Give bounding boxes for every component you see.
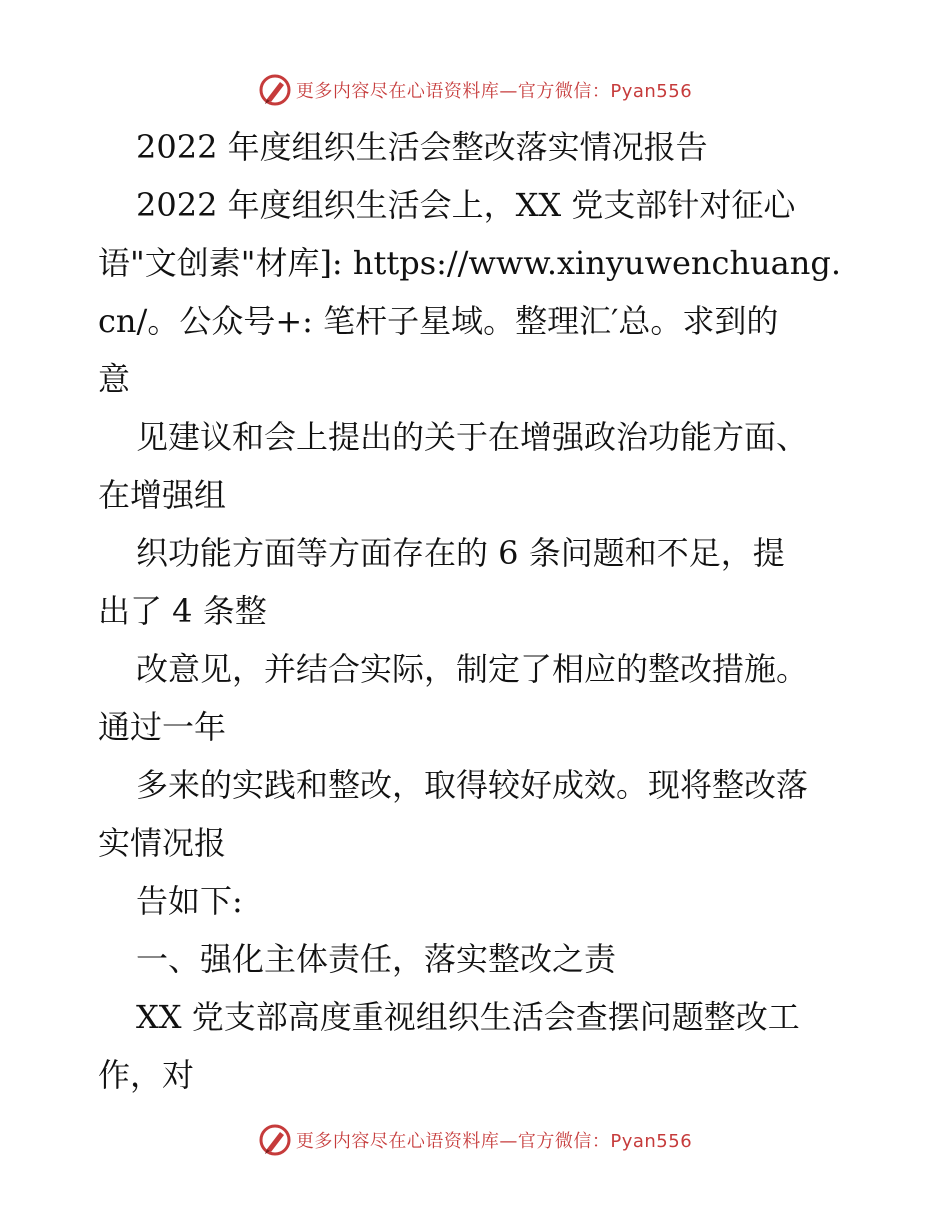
text-line: 见建议和会上提出的关于在增强政治功能方面、 bbox=[136, 418, 809, 456]
text-line: 2022 年度组织生活会上，XX 党支部针对征心 bbox=[136, 186, 796, 224]
text-line: 织功能方面等方面存在的 6 条问题和不足，提 bbox=[136, 534, 785, 572]
text-line: 通过一年 bbox=[98, 708, 227, 746]
footer-banner-text: 更多内容尽在心语资料库—官方微信：Pyan556 bbox=[295, 1131, 693, 1152]
text-line: XX 党支部高度重视组织生活会查摆问题整改工 bbox=[136, 998, 800, 1036]
text-line: 2022 年度组织生活会整改落实情况报告 bbox=[136, 128, 708, 166]
text-line: 改意见，并结合实际，制定了相应的整改措施。 bbox=[136, 650, 809, 688]
text-line: 一、强化主体责任，落实整改之责 bbox=[136, 940, 617, 978]
text-line: 多来的实践和整改，取得较好成效。现将整改落 bbox=[136, 766, 809, 804]
pen-logo-icon bbox=[258, 1123, 292, 1157]
text-line: 在增强组 bbox=[98, 476, 227, 514]
footer-banner bbox=[0, 1120, 950, 1160]
text-line: 语"文创素"材库]: https://www.xinyuwenchuang. bbox=[98, 244, 842, 282]
text-line: 出了 4 条整 bbox=[98, 592, 267, 630]
pen-logo-icon bbox=[258, 73, 292, 107]
document-body bbox=[98, 118, 868, 1104]
text-line: 意 bbox=[98, 360, 131, 398]
header-banner bbox=[0, 70, 950, 110]
text-line: 告如下: bbox=[136, 882, 243, 920]
header-banner-text: 更多内容尽在心语资料库—官方微信：Pyan556 bbox=[295, 81, 693, 102]
text-line: 实情况报 bbox=[98, 824, 227, 862]
text-line: cn/。公众号+: 笔杆子星域。整理汇′总。求到的 bbox=[98, 302, 779, 340]
text-line: 作，对 bbox=[98, 1056, 195, 1094]
